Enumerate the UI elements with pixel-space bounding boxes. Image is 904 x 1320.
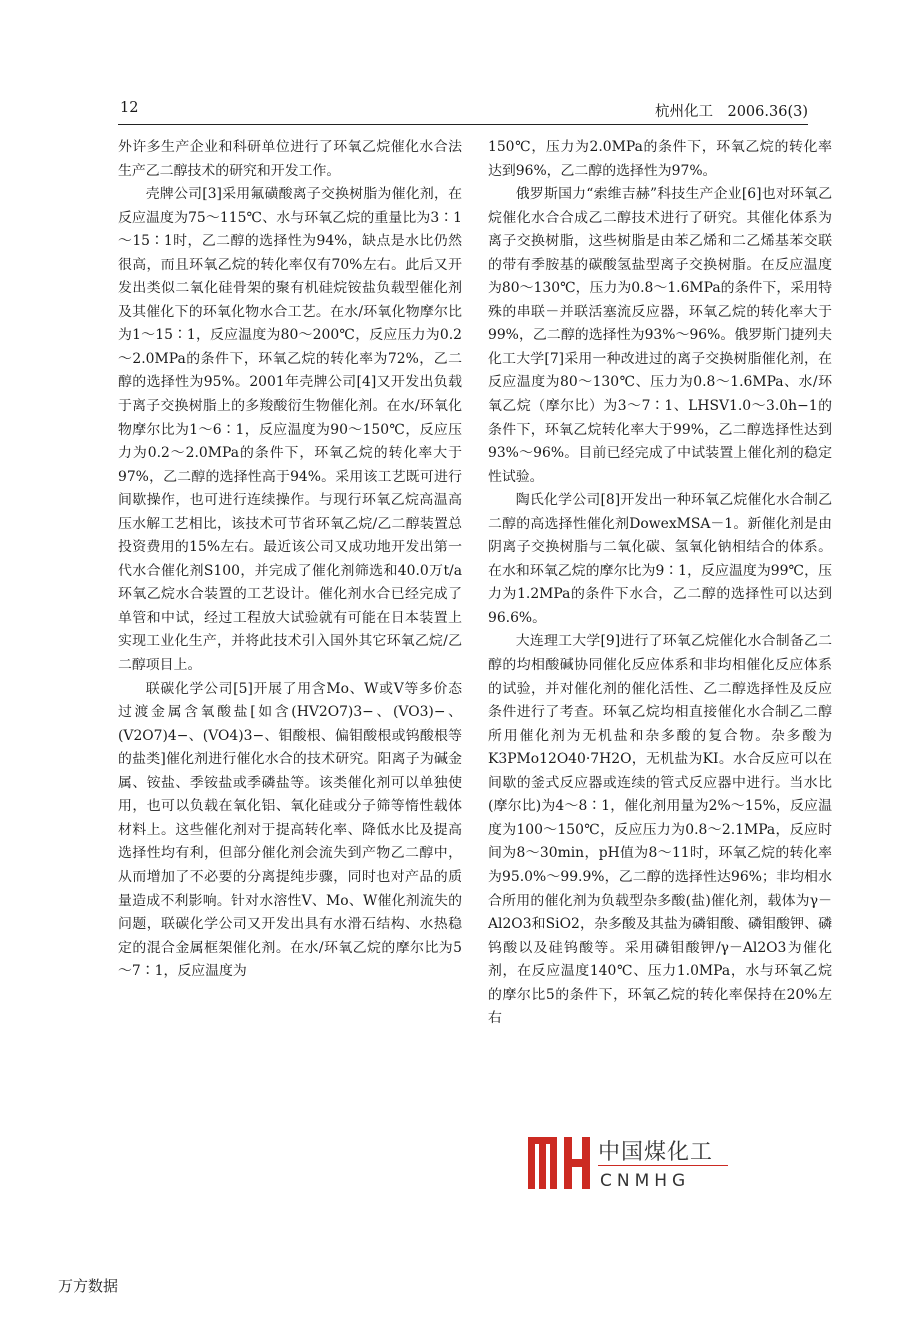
cnmhg-logo-icon xyxy=(526,1133,594,1193)
journal-citation: 杭州化工 2006.36(3) xyxy=(654,104,808,120)
paragraph: 陶氏化学公司[8]开发出一种环氧乙烷催化水合制乙二醇的高选择性催化剂DowexMSA－1。新催化剂是由阴离子交换树脂与二氧化碳、氢氧化钠相结合的体系。在水和环氧乙烷的摩尔比为9∶1，反应温度为99℃，压力为1.2MPa的条件下水合，乙二醇的选择性可以达到96.6%。 xyxy=(488,492,832,626)
watermark-logo xyxy=(526,1133,748,1195)
right-column xyxy=(488,136,832,1031)
paragraph: 外许多生产企业和科研单位进行了环氧乙烷催化水合法生产乙二醇技术的研究和开发工作。 xyxy=(118,139,462,179)
watermark-divider xyxy=(598,1165,728,1166)
paragraph: 大连理工大学[9]进行了环氧乙烷催化水合制备乙二醇的均相酸碱协同催化反应体系和非均相催化反应体系的试验，并对催化剂的催化活性、乙二醇选择性及反应条件进行了考查。环氧乙烷均相直接催化水合制乙二醇所用催化剂为无机盐和杂多酸的复合物。杂多酸为K3PMo12O40·7H2O，无机盐为KI。水合反应可以在间歇的釜式反应器或连续的管式反应器中进行。当水比(摩尔比)为4～8∶1，催化剂用量为2%～15%，反应温度为100～150℃，反应压力为0.8～2.1MPa，反应时间为8～30min，pH值为8～11时，环氧乙烷的转化率为95.0%～99.9%，乙二醇的选择性达96%；非均相水合所用的催化剂为负载型杂多酸(盐)催化剂，载体为γ－Al2O3和SiO2，杂多酸及其盐为磷钼酸、磷钼酸钾、磷钨酸以及硅钨酸等。采用磷钼酸钾/γ－Al2O3为催化剂，在反应温度140℃、压力1.0MPa，水与环氧乙烷的摩尔比5的条件下，环氧乙烷的转化率保持在20%左右 xyxy=(488,633,832,1027)
paragraph: 俄罗斯国力“索维吉赫”科技生产企业[6]也对环氧乙烷催化水合合成乙二醇技术进行了研究。其催化体系为离子交换树脂，这些树脂是由苯乙烯和二乙烯基苯交联的带有季胺基的碳酸氢盐型离子交换树脂。在反应温度为80～130℃，压力为0.8～1.6MPa的条件下，采用特殊的串联－并联活塞流反应器，环氧乙烷的转化率大于99%，乙二醇的选择性为93%～96%。俄罗斯门捷列夫化工大学[7]采用一种改进过的离子交换树脂催化剂，在反应温度为80～130℃、压力为0.8～1.6MPa、水/环氧乙烷（摩尔比）为3～7∶1、LHSV1.0～3.0h−1的条件下，环氧乙烷转化率大于99%，乙二醇选择性达到93%～96%。目前已经完成了中试装置上催化剂的稳定性试验。 xyxy=(488,186,832,485)
paragraph: 150℃，压力为2.0MPa的条件下，环氧乙烷的转化率达到96%，乙二醇的选择性为97%。 xyxy=(488,139,832,179)
paragraph: 壳牌公司[3]采用氟磺酸离子交换树脂为催化剂，在反应温度为75～115℃、水与环氧乙烷的重量比为3∶1～15∶1时，乙二醇的选择性为94%，缺点是水比仍然很高，而且环氧乙烷的转化率仅有70%左右。此后又开发出类似二氧化硅骨架的聚有机硅烷铵盐负载型催化剂及其催化下的环氧化物水合工艺。在水/环氧化物摩尔比为1～15∶1，反应温度为80～200℃，反应压力为0.2～2.0MPa的条件下，环氧乙烷的转化率为72%，乙二醇的选择性为95%。2001年壳牌公司[4]又开发出负载于离子交换树脂上的多羧酸衍生物催化剂。在水/环氧化物摩尔比为1～6∶1，反应温度为90～150℃，反应压力为0.2～2.0MPa的条件下，环氧乙烷的转化率大于97%，乙二醇的选择性高于94%。采用该工艺既可进行间歇操作，也可进行连续操作。与现行环氧乙烷高温高压水解工艺相比，该技术可节省环氧乙烷/乙二醇装置总投资费用的15%左右。最近该公司又成功地开发出第一代水合催化剂S100，并完成了催化剂筛选和40.0万t/a环氧乙烷水合装置的工艺设计。催化剂水合已经完成了单管和中试，经过工程放大试验就有可能在日本装置上实现工业化生产，并将此技术引入国外其它环氧乙烷/乙二醇项目上。 xyxy=(118,186,462,674)
left-column xyxy=(118,136,462,984)
page-number: 12 xyxy=(120,100,139,116)
running-header xyxy=(118,100,808,122)
header-rule xyxy=(118,124,808,125)
source-footer: 万方数据 xyxy=(58,1277,119,1295)
watermark-cn: 中国煤化工 xyxy=(598,1140,714,1165)
watermark-en: CNMHG xyxy=(600,1171,691,1191)
paragraph: 联碳化学公司[5]开展了用含Mo、W或V等多价态过渡金属含氧酸盐[如含(HV2O7)3−、(VO3)−、(V2O7)4−、(VO4)3−、钼酸根、偏钼酸根或钨酸根等的盐类]催化剂进行催化水合的技术研究。阳离子为碱金属、铵盐、季铵盐或季磷盐等。该类催化剂可以单独使用，也可以负载在氧化铝、氧化硅或分子筛等惰性载体材料上。这些催化剂对于提高转化率、降低水比及提高选择性均有利，但部分催化剂会流失到产物乙二醇中，从而增加了不必要的分离提纯步骤，同时也对产品的质量造成不利影响。针对水溶性V、Mo、W催化剂流失的问题，联碳化学公司又开发出具有水滑石结构、水热稳定的混合金属框架催化剂。在水/环氧乙烷的摩尔比为5～7∶1，反应温度为 xyxy=(118,680,462,980)
